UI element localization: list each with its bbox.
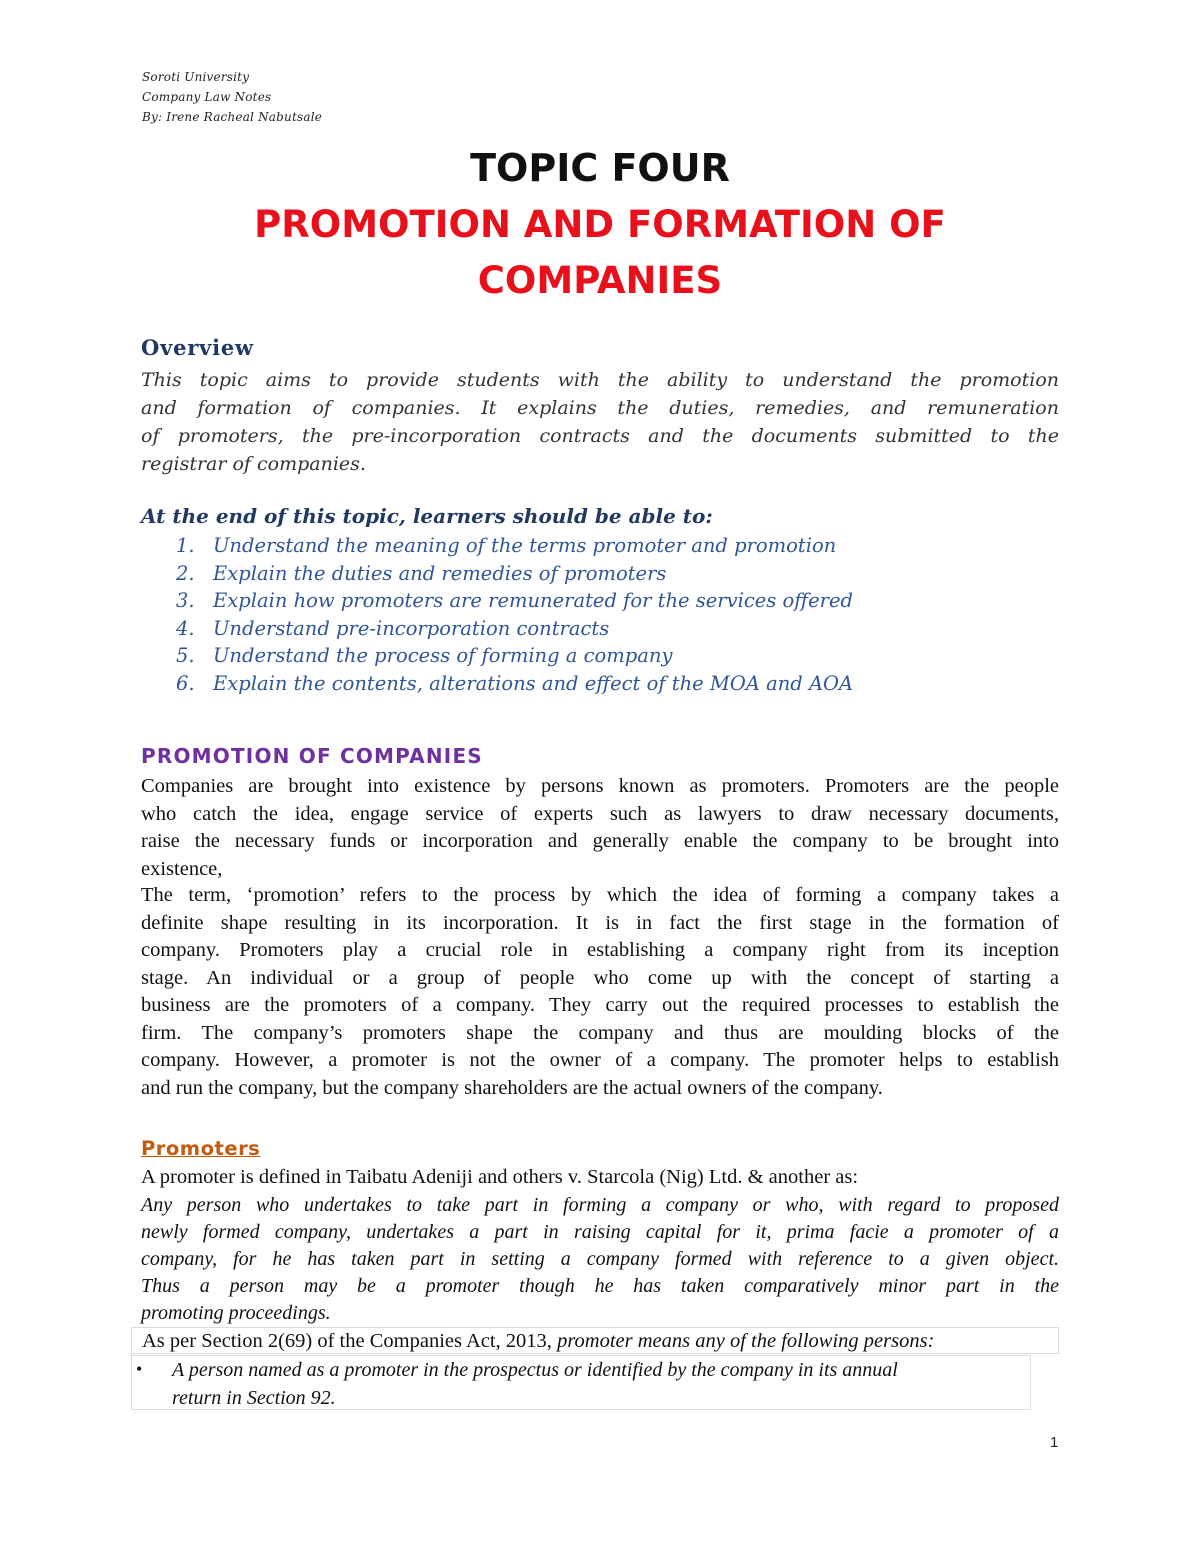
quote-line: promoting proceedings. [141, 1302, 331, 1324]
overview-line: and formation of companies. It explains the duties, remedies, and remuneration [141, 397, 1059, 419]
paragraph-line: and run the company, but the company shareholders are the actual owners of the company. [141, 1076, 883, 1099]
promoters-intro [141, 1164, 1059, 1192]
objective-text: Explain how promoters are remunerated for the services offered [213, 589, 853, 612]
objective-number: 5. [176, 644, 195, 667]
promotion-paragraph-1 [141, 773, 1059, 883]
objective-text: Explain the contents, alterations and effect of the MOA and AOA [213, 671, 854, 695]
objective-item [176, 587, 853, 615]
bullet-list-box [131, 1355, 1031, 1410]
bullet-line: return in Section 92. [172, 1386, 336, 1409]
overview-line: registrar of companies. [141, 453, 366, 475]
paragraph-line: company. Promoters play a crucial role in establishing a company right from its inception [141, 939, 1059, 961]
section-reference-line [131, 1327, 1059, 1354]
objectives-heading: At the end of this topic, learners should be able to: [141, 504, 713, 528]
promotion-paragraph-2 [141, 882, 1059, 1102]
bullet-icon: • [136, 1359, 143, 1379]
promoters-heading: Promoters [141, 1137, 261, 1160]
main-title-line-1: PROMOTION AND FORMATION OF [254, 203, 946, 246]
paragraph-line: The term, ‘promotion’ refers to the process by which the idea of forming a company takes a [141, 884, 1059, 906]
objective-number: 4. [176, 616, 195, 640]
objective-item [176, 560, 853, 588]
section-reference-italic: promoter means any of the following persons: [557, 1330, 935, 1352]
paragraph-line: raise the necessary funds or incorporation and generally enable the company to be brought into [141, 830, 1059, 852]
objective-item [176, 532, 853, 560]
header-course: Company Law Notes [142, 90, 272, 104]
overview-heading: Overview [141, 335, 254, 360]
objective-text: Understand the meaning of the terms promoter and promotion [213, 534, 837, 557]
objective-text: Understand pre-incorporation contracts [213, 616, 610, 640]
objective-item [176, 615, 853, 643]
paragraph-line: Companies are brought into existence by persons known as promoters. Promoters are the people [141, 775, 1059, 797]
quote-line: Thus a person may be a promoter though he has taken comparatively minor part in the [141, 1275, 1059, 1297]
header-author: By: Irene Racheal Nabutsale [142, 110, 323, 124]
promotion-section-heading: PROMOTION OF COMPANIES [141, 744, 483, 768]
overview-line: of promoters, the pre-incorporation contracts and the documents submitted to the [141, 425, 1059, 447]
objective-item [176, 670, 853, 698]
objective-number: 6. [176, 671, 195, 695]
objective-item [176, 642, 853, 670]
promoter-definition-quote [141, 1192, 1059, 1327]
topic-title: TOPIC FOUR [470, 146, 730, 190]
quote-line: company, for he has taken part in setting a company formed with reference to a given object. [141, 1248, 1059, 1270]
main-title-line-2: COMPANIES [477, 259, 723, 302]
page-number: 1 [1050, 1434, 1059, 1451]
paragraph-line: definite shape resulting in its incorporation. It is in fact the first stage in the formation of [141, 911, 1059, 934]
overview-paragraph [141, 366, 1059, 478]
paragraph-line: firm. The company’s promoters shape the company and thus are moulding blocks of the [141, 1021, 1059, 1044]
paragraph-line: existence, [141, 857, 223, 880]
objective-text: Understand the process of forming a company [213, 644, 673, 667]
paragraph-line: company. However, a promoter is not the owner of a company. The promoter helps to establish [141, 1049, 1059, 1071]
bullet-line: A person named as a promoter in the prospectus or identified by the company in its annual [172, 1359, 898, 1381]
objective-number: 2. [176, 561, 195, 585]
overview-line: This topic aims to provide students with the ability to understand the promotion [141, 369, 1059, 391]
paragraph-line: A promoter is defined in Taibatu Adeniji and others v. Starcola (Nig) Ltd. & another as: [141, 1166, 859, 1188]
paragraph-line: who catch the idea, engage service of experts such as lawyers to draw necessary documents, [141, 802, 1059, 825]
header-university: Soroti University [142, 70, 250, 84]
objective-number: 1. [176, 534, 195, 557]
paragraph-line: stage. An individual or a group of people who come up with the concept of starting a [141, 966, 1059, 989]
quote-line: newly formed company, undertakes a part in raising capital for it, prima facie a promoter of a [141, 1221, 1059, 1243]
objective-number: 3. [176, 589, 195, 612]
paragraph-line: business are the promoters of a company. They carry out the required processes to establish the [141, 994, 1059, 1016]
bullet-item [172, 1357, 1022, 1412]
quote-line: Any person who undertakes to take part in forming a company or who, with regard to proposed [141, 1194, 1059, 1216]
objective-text: Explain the duties and remedies of promoters [213, 561, 667, 585]
objectives-list [176, 532, 853, 697]
section-reference-text: As per Section 2(69) of the Companies Act, 2013, [142, 1330, 558, 1352]
